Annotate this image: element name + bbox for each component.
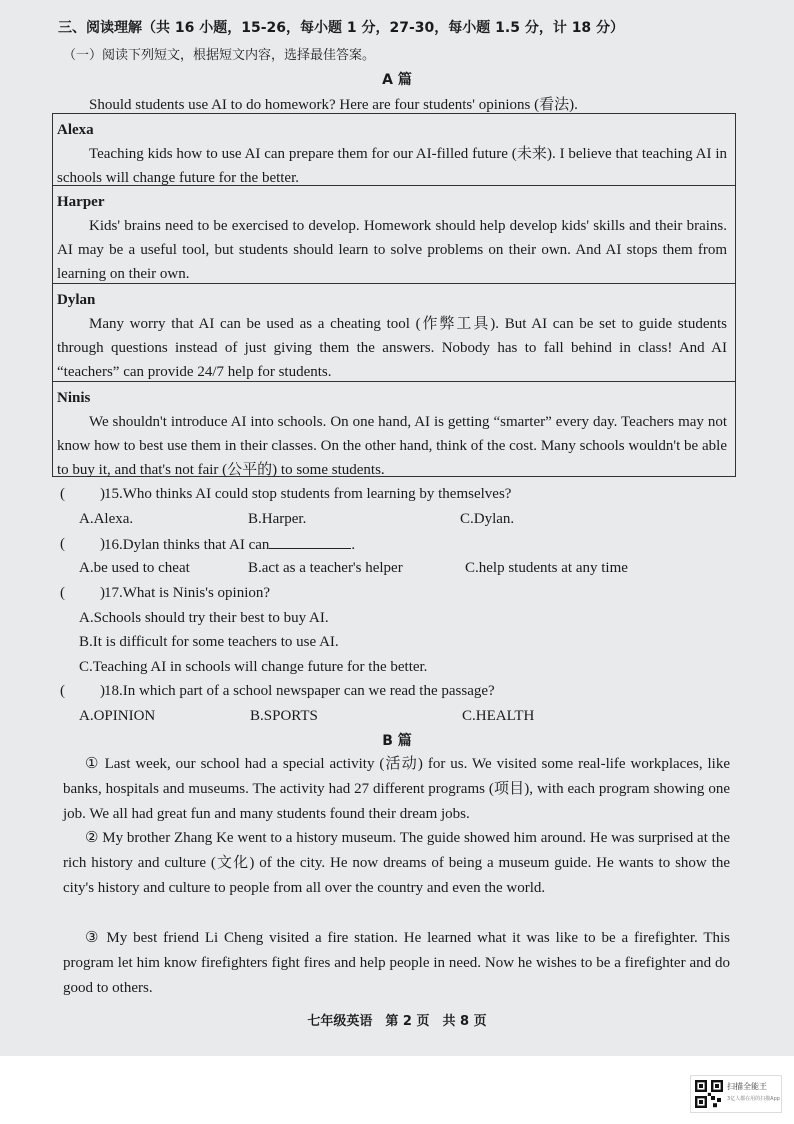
answer-bracket-open: ( xyxy=(60,536,65,552)
opinion-row-ninis xyxy=(53,382,735,476)
scanner-label: 扫描全能王 xyxy=(727,1082,767,1091)
answer-bracket-open: ( xyxy=(60,585,65,601)
opinion-name: Ninis xyxy=(57,390,91,406)
question-17-stem: 17.What is Ninis's opinion? xyxy=(104,585,271,601)
opinion-name: Alexa xyxy=(57,122,94,138)
question-16-option-a[interactable]: A.be used to cheat xyxy=(79,560,190,576)
scanner-watermark xyxy=(690,1075,782,1113)
passage-b-paragraph: ③ My best friend Li Cheng visited a fire station. He learned what it was like to be a firefighter. This program let him know firefighters fight fires and help people in need. Now he wishes to be a firefighter and do good to others. xyxy=(63,930,730,996)
section-header: 三、阅读理解（共 16 小题，15-26，每小题 1 分，27-30，每小题 1.5 分，计 18 分） xyxy=(58,20,625,36)
opinion-name: Dylan xyxy=(57,292,96,308)
question-17-option-c[interactable]: C.Teaching AI in schools will change future for the better. xyxy=(79,659,428,675)
answer-bracket-close: ) xyxy=(100,486,105,502)
question-16-stem xyxy=(104,534,355,555)
question-16-option-b[interactable]: B.act as a teacher's helper xyxy=(248,560,403,576)
question-15-option-b[interactable]: B.Harper. xyxy=(248,511,307,527)
opinion-text: We shouldn't introduce AI into schools. On one hand, AI is getting “smarter” every day. Teachers may not know how to best use them in their classes. On the other hand, think of the cost. Many schools wouldn't be able to buy it, and that's not fair (公平的) to some students. xyxy=(57,414,727,478)
passage-a-title: A 篇 xyxy=(382,72,412,88)
opinion-name: Harper xyxy=(57,194,105,210)
opinion-text: Kids' brains need to be exercised to develop. Homework should help develop kids' skills and their brains. AI may be a useful tool, but students should learn to solve problems on their own. And AI stops them from learning on their own. xyxy=(57,218,727,282)
question-18-option-c[interactable]: C.HEALTH xyxy=(462,708,535,724)
answer-bracket-open: ( xyxy=(60,486,65,502)
opinion-row-harper xyxy=(53,186,735,284)
page-footer: 七年级英语 第 2 页 共 8 页 xyxy=(307,1014,487,1029)
question-15-stem: 15.Who thinks AI could stop students from learning by themselves? xyxy=(104,486,512,502)
question-18-option-a[interactable]: A.OPINION xyxy=(79,708,156,724)
question-18-option-b[interactable]: B.SPORTS xyxy=(250,708,318,724)
answer-bracket-close: ) xyxy=(100,536,105,552)
question-15-option-c[interactable]: C.Dylan. xyxy=(460,511,515,527)
answer-bracket-close: ) xyxy=(100,585,105,601)
opinion-row-dylan xyxy=(53,284,735,382)
question-17-option-b[interactable]: B.It is difficult for some teachers to use AI. xyxy=(79,634,339,650)
answer-bracket-close: ) xyxy=(100,683,105,699)
opinion-text: Teaching kids how to use AI can prepare them for our AI-filled future (未来). I believe that teaching AI in schools will change future for the better. xyxy=(57,146,727,186)
passage-b-paragraph: ① Last week, our school had a special activity (活动) for us. We visited some real-life workplaces, like banks, hospitals and museums. The activity had 27 different programs (项目), with each program showing one job. We all had great fun and many students found their dream jobs. xyxy=(63,756,730,822)
question-17-option-a[interactable]: A.Schools should try their best to buy AI. xyxy=(79,610,329,626)
opinion-table xyxy=(52,113,736,477)
opinion-row-alexa xyxy=(53,114,735,186)
question-16-stem-text: 16.Dylan thinks that AI can xyxy=(104,537,270,553)
qr-code-icon xyxy=(695,1080,723,1108)
question-16-stem-end: . xyxy=(351,537,356,553)
question-15-option-a[interactable]: A.Alexa. xyxy=(79,511,134,527)
answer-bracket-open: ( xyxy=(60,683,65,699)
subsection-instruction: （一）阅读下列短文，根据短文内容，选择最佳答案。 xyxy=(63,48,376,63)
question-18-stem: 18.In which part of a school newspaper can we read the passage? xyxy=(104,683,495,699)
opinion-text: Many worry that AI can be used as a cheating tool (作弊工具). But AI can be set to guide students through questions instead of just giving them the answers. Nobody has to fall behind in class! And AI “teachers” can provide 24/7 help for students. xyxy=(57,316,727,380)
answer-blank[interactable] xyxy=(269,534,351,549)
question-16-option-c[interactable]: C.help students at any time xyxy=(465,560,628,576)
passage-a-intro: Should students use AI to do homework? Here are four students' opinions (看法). xyxy=(89,97,578,113)
passage-b-paragraph: ② My brother Zhang Ke went to a history museum. The guide showed him around. He was surprised at the rich history and culture (文化) of the city. He now dreams of being a museum guide. He wants to show the city's history and culture to people from all over the country and even the world. xyxy=(63,830,730,896)
scanner-sub-label: 3亿人都在用的扫描App xyxy=(727,1096,780,1102)
passage-b-title: B 篇 xyxy=(382,733,412,749)
